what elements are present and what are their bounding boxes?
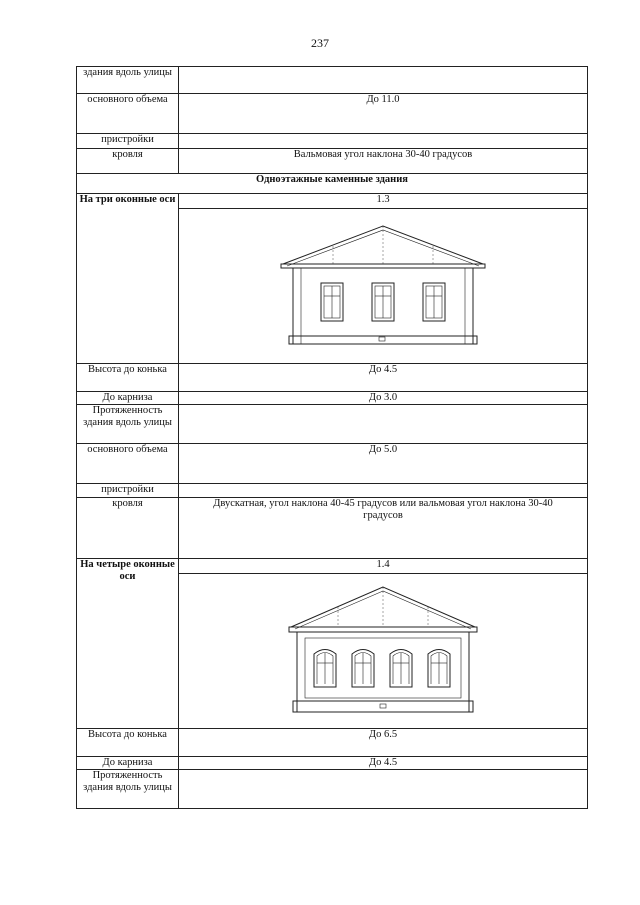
section-header: Одноэтажные каменные здания bbox=[77, 174, 588, 194]
row-label: До карниза bbox=[77, 392, 179, 405]
row-value bbox=[179, 770, 588, 809]
row-value bbox=[179, 134, 588, 149]
building-parameters-table bbox=[76, 66, 588, 809]
facade-drawing-four-windows bbox=[283, 583, 483, 719]
table-row bbox=[77, 364, 588, 392]
page-number: 237 bbox=[311, 36, 329, 50]
row-label: кровля bbox=[77, 498, 179, 559]
row-label: пристройки bbox=[77, 134, 179, 149]
table-row bbox=[77, 559, 588, 574]
table-row bbox=[77, 444, 588, 484]
row-value: До 5.0 bbox=[179, 444, 588, 484]
block-code: 1.4 bbox=[179, 559, 588, 574]
facade-drawing-three-windows bbox=[273, 220, 493, 352]
facade-drawing-cell bbox=[179, 209, 588, 364]
block-title: На четыре оконные оси bbox=[77, 559, 179, 729]
table-row bbox=[77, 770, 588, 809]
row-label: Высота до конька bbox=[77, 364, 179, 392]
row-label: До карниза bbox=[77, 757, 179, 770]
row-value bbox=[179, 484, 588, 498]
row-label: Высота до конька bbox=[77, 729, 179, 757]
table-row bbox=[77, 67, 588, 94]
table-row bbox=[77, 149, 588, 174]
table-row bbox=[77, 94, 588, 134]
row-label: основного объема bbox=[77, 94, 179, 134]
block-title: На три оконные оси bbox=[77, 194, 179, 364]
arched-window-3 bbox=[390, 650, 412, 688]
table-row bbox=[77, 194, 588, 209]
row-value bbox=[179, 405, 588, 444]
row-label: пристройки bbox=[77, 484, 179, 498]
arched-window-4 bbox=[428, 650, 450, 688]
row-value: Вальмовая угол наклона 30-40 градусов bbox=[179, 149, 588, 174]
window-2 bbox=[372, 283, 394, 321]
window-3 bbox=[423, 283, 445, 321]
table-row bbox=[77, 134, 588, 149]
row-value: До 4.5 bbox=[179, 364, 588, 392]
row-label: здания вдоль улицы bbox=[77, 67, 179, 94]
row-value: До 11.0 bbox=[179, 94, 588, 134]
table-row bbox=[77, 498, 588, 559]
table-row bbox=[77, 484, 588, 498]
row-label: кровля bbox=[77, 149, 179, 174]
table-row bbox=[77, 729, 588, 757]
section-header-row bbox=[77, 174, 588, 194]
table-row bbox=[77, 757, 588, 770]
row-value bbox=[179, 67, 588, 94]
row-value: До 6.5 bbox=[179, 729, 588, 757]
block-code: 1.3 bbox=[179, 194, 588, 209]
window-1 bbox=[321, 283, 343, 321]
row-label: основного объема bbox=[77, 444, 179, 484]
table-row bbox=[77, 392, 588, 405]
row-value: До 3.0 bbox=[179, 392, 588, 405]
row-label: Протяженность здания вдоль улицы bbox=[77, 405, 179, 444]
facade-drawing-cell bbox=[179, 574, 588, 729]
arched-window-2 bbox=[352, 650, 374, 688]
arched-window-1 bbox=[314, 650, 336, 688]
table-row bbox=[77, 405, 588, 444]
row-value: До 4.5 bbox=[179, 757, 588, 770]
row-label: Протяженность здания вдоль улицы bbox=[77, 770, 179, 809]
row-value: Двускатная, угол наклона 40-45 градусов или вальмовая угол наклона 30-40 градусов bbox=[179, 498, 588, 559]
